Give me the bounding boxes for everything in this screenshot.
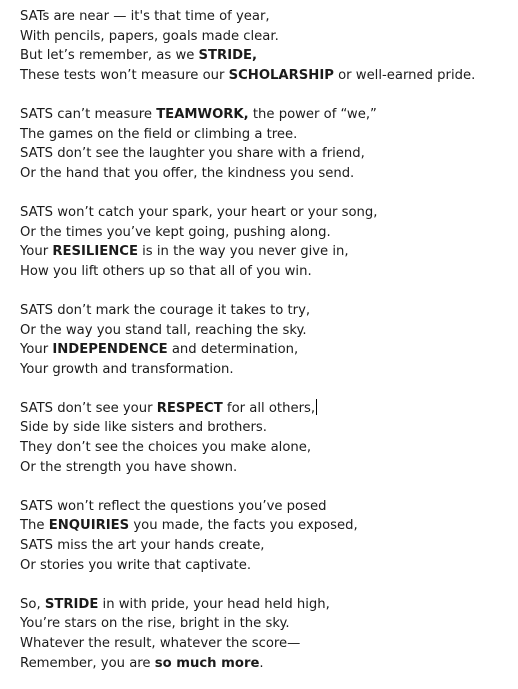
line-text: SATs are near — it's that time of year, xyxy=(20,9,270,24)
line-text: Whatever the result, whatever the score— xyxy=(20,636,301,651)
bold-keyword: STRIDE xyxy=(44,596,99,612)
poem-line xyxy=(20,536,515,556)
line-text: Side by side like sisters and brothers. xyxy=(20,420,267,436)
stanza xyxy=(20,399,515,477)
line-text: the power of “we,” xyxy=(248,106,377,122)
poem-line xyxy=(20,438,515,458)
poem-line xyxy=(20,144,515,164)
line-text: So, xyxy=(20,596,45,612)
line-text: You’re stars on the rise, bright in the sky. xyxy=(20,616,290,632)
poem-line xyxy=(20,7,515,27)
stanza xyxy=(20,595,515,673)
line-text: Or the strength you have shown. xyxy=(20,459,238,475)
stanza xyxy=(20,7,515,85)
line-text: . xyxy=(259,655,264,671)
line-text: SATS won’t reflect the questions you’ve posed xyxy=(20,498,327,514)
poem-line xyxy=(20,634,515,654)
line-text: in with pride, your head held high, xyxy=(98,596,330,612)
line-text: and determination, xyxy=(167,342,299,358)
poem-line xyxy=(20,614,515,634)
poem-line xyxy=(20,360,515,380)
document-body[interactable] xyxy=(20,7,515,673)
poem-line xyxy=(20,27,515,47)
line-text: for all others, xyxy=(222,400,316,416)
poem-line xyxy=(20,497,515,517)
poem-line xyxy=(20,595,515,615)
poem-line xyxy=(20,203,515,223)
line-text: Or the times you’ve kept going, pushing along. xyxy=(20,224,331,240)
poem-line xyxy=(20,654,515,674)
poem-line xyxy=(20,262,515,282)
bold-keyword: INDEPENDENCE xyxy=(52,342,168,358)
poem-line xyxy=(20,321,515,341)
poem-line xyxy=(20,556,515,576)
line-text: SATS won’t catch your spark, your heart or your song, xyxy=(20,204,378,220)
line-text: The games on the field or climbing a tree. xyxy=(20,126,298,142)
stanza xyxy=(20,105,515,183)
line-text: These tests won’t measure our xyxy=(20,67,229,83)
line-text: With pencils, papers, goals made clear. xyxy=(20,28,279,44)
bold-keyword: TEAMWORK, xyxy=(156,106,249,122)
line-text: you made, the facts you exposed, xyxy=(129,518,358,534)
bold-keyword: SCHOLARSHIP xyxy=(228,67,334,83)
line-text: Or stories you write that captivate. xyxy=(20,557,252,573)
line-text: But let’s remember, as we xyxy=(20,48,199,64)
line-text: Or the way you stand tall, reaching the sky. xyxy=(20,322,307,338)
stanza xyxy=(20,301,515,379)
bold-keyword: so much more xyxy=(154,655,260,671)
bold-keyword: RESILIENCE xyxy=(52,244,138,260)
bold-keyword: ENQUIRIES xyxy=(48,518,130,534)
stanza xyxy=(20,497,515,575)
line-text: Remember, you are xyxy=(20,655,155,671)
line-text: Or the hand that you offer, the kindness you send. xyxy=(20,165,355,181)
text-cursor xyxy=(316,399,317,415)
line-text: How you lift others up so that all of you win. xyxy=(20,263,312,279)
poem-line xyxy=(20,125,515,145)
poem-line xyxy=(20,223,515,243)
line-text: SATS don’t see your xyxy=(20,400,157,416)
bold-keyword: RESPECT xyxy=(156,400,223,416)
poem-line xyxy=(20,458,515,478)
line-text: is in the way you never give in, xyxy=(137,244,349,260)
poem-line xyxy=(20,301,515,321)
bold-keyword: STRIDE, xyxy=(198,48,258,64)
line-text: or well-earned pride. xyxy=(333,67,476,83)
poem-line xyxy=(20,418,515,438)
poem-line xyxy=(20,399,515,419)
line-text: SATS miss the art your hands create, xyxy=(20,538,265,554)
line-text: Your xyxy=(20,244,53,260)
line-text: SATS don’t mark the courage it takes to try, xyxy=(20,302,311,318)
poem-line xyxy=(20,516,515,536)
line-text: SATS don’t see the laughter you share with a friend, xyxy=(20,146,365,162)
stanza xyxy=(20,203,515,281)
poem-line xyxy=(20,242,515,262)
poem-line xyxy=(20,46,515,66)
poem-line xyxy=(20,164,515,184)
line-text: They don’t see the choices you make alone, xyxy=(20,440,312,456)
line-text: Your growth and transformation. xyxy=(20,361,234,377)
line-text: The xyxy=(20,518,49,534)
line-text: SATS can’t measure xyxy=(20,106,157,122)
poem-line xyxy=(20,66,515,86)
line-text: Your xyxy=(20,342,53,358)
poem-line xyxy=(20,340,515,360)
poem-line xyxy=(20,105,515,125)
